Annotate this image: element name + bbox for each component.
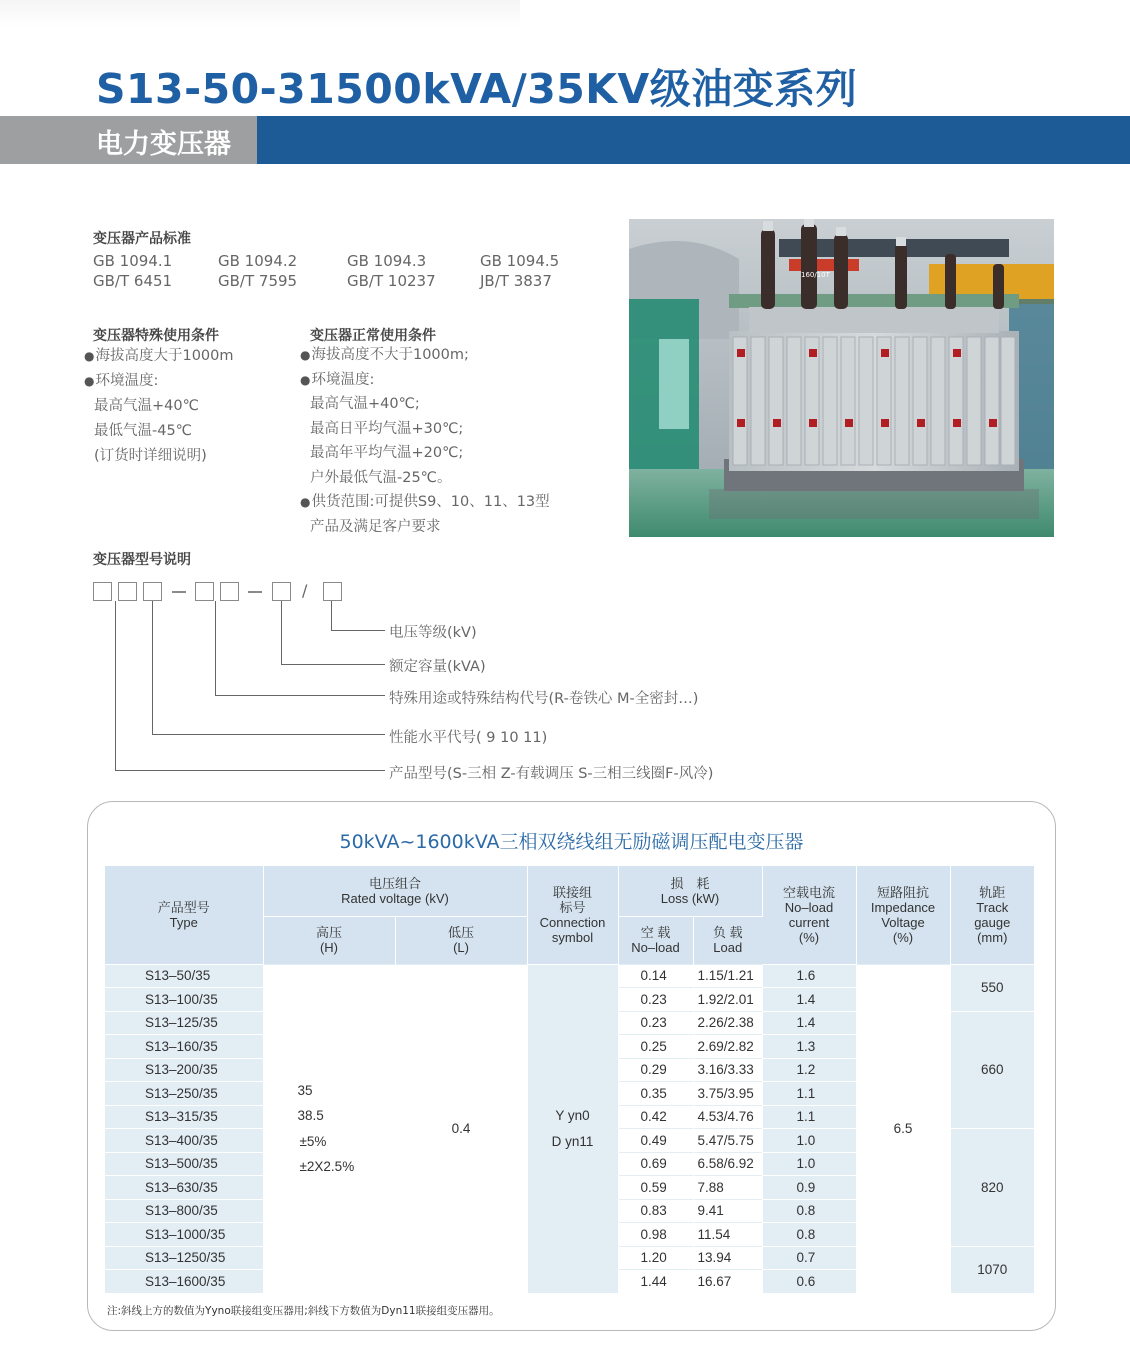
- lv-value: 0.4: [395, 964, 527, 1293]
- connector-line: [115, 770, 385, 771]
- spec-table-body: [105, 964, 1034, 1293]
- header-voltage: 电压组合 Rated voltage (kV): [263, 866, 527, 916]
- type-cell: S13–1000/35: [105, 1223, 263, 1247]
- noload-loss-cell: 0.14: [618, 964, 693, 988]
- load-loss-cell: 16.67: [693, 1270, 762, 1293]
- model-explain-heading: 变压器型号说明: [93, 552, 191, 568]
- current-cell: 1.2: [762, 1058, 856, 1082]
- load-loss-cell: 6.58/6.92: [693, 1152, 762, 1176]
- standard-item: GB/T 7595: [218, 272, 298, 290]
- noload-loss-cell: 1.44: [618, 1270, 693, 1293]
- banner-blue-bar: [257, 116, 1130, 164]
- table-note: 注:斜线上方的数值为Yyno联接组变压器用;斜线下方数值为Dyn11联接组变压器用。: [107, 1305, 500, 1317]
- standard-item: JB/T 3837: [480, 272, 552, 290]
- type-cell: S13–50/35: [105, 964, 263, 988]
- gauge-cell: 820: [950, 1129, 1034, 1247]
- connector-line: [281, 601, 282, 665]
- connector-line: [215, 601, 216, 696]
- special-conditions-list: [84, 344, 234, 469]
- type-cell: S13–100/35: [105, 988, 263, 1012]
- hv-values: 35 38.5 ±5% ±2X2.5%: [263, 964, 395, 1293]
- model-explain-item: 性能水平代号( 9 10 11): [389, 730, 548, 746]
- table-row: [105, 964, 1034, 988]
- header-connection: 联接组 标号 Connection symbol: [527, 866, 618, 964]
- connector-line: [331, 601, 332, 631]
- noload-loss-cell: 0.25: [618, 1035, 693, 1059]
- list-item: ●环境温度:: [300, 371, 375, 388]
- header-noload-current: 空载电流 No–load current (%): [762, 866, 856, 964]
- list-item: (订货时详细说明): [94, 448, 207, 464]
- top-strip: [0, 0, 520, 28]
- current-cell: 1.1: [762, 1105, 856, 1129]
- header-hv: 高压 (H): [263, 916, 395, 964]
- noload-loss-cell: 0.23: [618, 1011, 693, 1035]
- load-loss-cell: 3.16/3.33: [693, 1058, 762, 1082]
- connector-line: [331, 630, 385, 631]
- noload-loss-cell: 0.59: [618, 1176, 693, 1200]
- list-item: 最高气温+40℃;: [310, 396, 420, 412]
- list-item: ●海拔高度不大于1000m;: [300, 347, 469, 363]
- model-code-slash: /: [302, 581, 308, 600]
- current-cell: 0.8: [762, 1223, 856, 1247]
- current-cell: 1.0: [762, 1152, 856, 1176]
- photo-plate-text: 160/10T: [801, 271, 830, 279]
- noload-loss-cell: 0.29: [618, 1058, 693, 1082]
- standard-item: GB 1094.1: [93, 252, 173, 270]
- connector-line: [215, 695, 385, 696]
- type-cell: S13–800/35: [105, 1199, 263, 1223]
- type-cell: S13–250/35: [105, 1082, 263, 1106]
- gauge-cell: 550: [950, 964, 1034, 1011]
- model-code-box: [272, 582, 291, 601]
- model-code-dash: [248, 591, 262, 593]
- load-loss-cell: 1.92/2.01: [693, 988, 762, 1012]
- load-loss-cell: 9.41: [693, 1199, 762, 1223]
- type-cell: S13–125/35: [105, 1011, 263, 1035]
- connector-line: [115, 601, 116, 771]
- standard-item: GB 1094.3: [347, 252, 427, 270]
- connection-values: Y yn0 D yn11: [527, 964, 618, 1293]
- type-cell: S13–200/35: [105, 1058, 263, 1082]
- type-cell: S13–315/35: [105, 1105, 263, 1129]
- model-explain-item: 产品型号(S-三相 Z-有载调压 S-三相三线圈F-风冷): [389, 766, 714, 782]
- current-cell: 1.0: [762, 1129, 856, 1153]
- header-lv: 低压 (L): [395, 916, 527, 964]
- model-explain-item: 特殊用途或特殊结构代号(R-卷铁心 M-全密封…): [389, 691, 699, 707]
- list-item: ●供货范围:可提供S9、10、11、13型: [300, 494, 550, 510]
- model-code-box: [220, 582, 239, 601]
- noload-loss-cell: 0.35: [618, 1082, 693, 1106]
- list-item: 最高日平均气温+30℃;: [310, 420, 464, 437]
- connector-line: [152, 601, 153, 735]
- header-noload-loss: 空 载 No–load: [618, 916, 693, 964]
- load-loss-cell: 1.15/1.21: [693, 964, 762, 988]
- banner-title: 电力变压器: [96, 129, 231, 160]
- type-cell: S13–630/35: [105, 1176, 263, 1200]
- standard-item: GB/T 10237: [347, 272, 436, 290]
- noload-loss-cell: 0.23: [618, 988, 693, 1012]
- spec-table-title: 50kVA~1600kVA三相双绕线组无励磁调压配电变压器: [339, 831, 804, 853]
- load-loss-cell: 13.94: [693, 1246, 762, 1270]
- standard-item: GB 1094.2: [218, 252, 298, 270]
- type-cell: S13–160/35: [105, 1035, 263, 1059]
- connector-line: [152, 734, 385, 735]
- noload-loss-cell: 0.42: [618, 1105, 693, 1129]
- model-code-box: [323, 582, 342, 601]
- standard-item: GB/T 6451: [93, 272, 173, 290]
- list-item: 最高气温+40℃: [94, 398, 199, 414]
- load-loss-cell: 4.53/4.76: [693, 1105, 762, 1129]
- model-code-box: [143, 582, 162, 601]
- noload-loss-cell: 0.83: [618, 1199, 693, 1223]
- model-code-box: [93, 582, 112, 601]
- current-cell: 1.3: [762, 1035, 856, 1059]
- noload-loss-cell: 0.98: [618, 1223, 693, 1247]
- noload-loss-cell: 0.69: [618, 1152, 693, 1176]
- spec-table: [105, 866, 1034, 1293]
- page-title: S13-50-31500kVA/35KV级油变系列: [96, 65, 858, 113]
- impedance-value: 6.5: [856, 964, 950, 1293]
- current-cell: 1.6: [762, 964, 856, 988]
- normal-conditions-heading: 变压器正常使用条件: [310, 328, 436, 344]
- model-code-box: [118, 582, 137, 601]
- current-cell: 0.8: [762, 1199, 856, 1223]
- load-loss-cell: 11.54: [693, 1223, 762, 1247]
- current-cell: 0.9: [762, 1176, 856, 1200]
- type-cell: S13–400/35: [105, 1129, 263, 1153]
- standards-heading: 变压器产品标准: [93, 231, 191, 247]
- type-cell: S13–1600/35: [105, 1270, 263, 1293]
- model-code-box: [195, 582, 214, 601]
- list-item: 最低气温-45℃: [94, 423, 192, 439]
- header-type: 产品型号 Type: [105, 866, 263, 964]
- header-impedance: 短路阻抗 Impedance Voltage (%): [856, 866, 950, 964]
- load-loss-cell: 7.88: [693, 1176, 762, 1200]
- gauge-cell: 660: [950, 1011, 1034, 1129]
- header-load-loss: 负 载 Load: [693, 916, 762, 964]
- model-explain-item: 电压等级(kV): [389, 625, 477, 641]
- noload-loss-cell: 1.20: [618, 1246, 693, 1270]
- header-loss: 损 耗 Loss (kW): [618, 866, 762, 916]
- current-cell: 0.7: [762, 1246, 856, 1270]
- list-item: 最高年平均气温+20℃;: [310, 445, 464, 461]
- load-loss-cell: 2.26/2.38: [693, 1011, 762, 1035]
- special-conditions-heading: 变压器特殊使用条件: [93, 328, 219, 344]
- list-item: 户外最低气温-25℃。: [310, 469, 452, 486]
- list-item: ●海拔高度大于1000m: [84, 348, 234, 364]
- transformer-photo: [629, 219, 1054, 537]
- current-cell: 1.4: [762, 1011, 856, 1035]
- header-track-gauge: 轨距 Track gauge (mm): [950, 866, 1034, 964]
- current-cell: 0.6: [762, 1270, 856, 1293]
- noload-loss-cell: 0.49: [618, 1129, 693, 1153]
- connector-line: [281, 664, 385, 665]
- standard-item: GB 1094.5: [480, 252, 560, 270]
- list-item: 产品及满足客户要求: [310, 518, 441, 535]
- load-loss-cell: 5.47/5.75: [693, 1129, 762, 1153]
- normal-conditions-list: [300, 343, 550, 539]
- current-cell: 1.1: [762, 1082, 856, 1106]
- model-explain-item: 额定容量(kVA): [389, 659, 486, 675]
- model-code-dash: [172, 591, 186, 593]
- type-cell: S13–500/35: [105, 1152, 263, 1176]
- load-loss-cell: 3.75/3.95: [693, 1082, 762, 1106]
- list-item: ●环境温度:: [84, 373, 159, 389]
- current-cell: 1.4: [762, 988, 856, 1012]
- gauge-cell: 1070: [950, 1246, 1034, 1293]
- type-cell: S13–1250/35: [105, 1246, 263, 1270]
- load-loss-cell: 2.69/2.82: [693, 1035, 762, 1059]
